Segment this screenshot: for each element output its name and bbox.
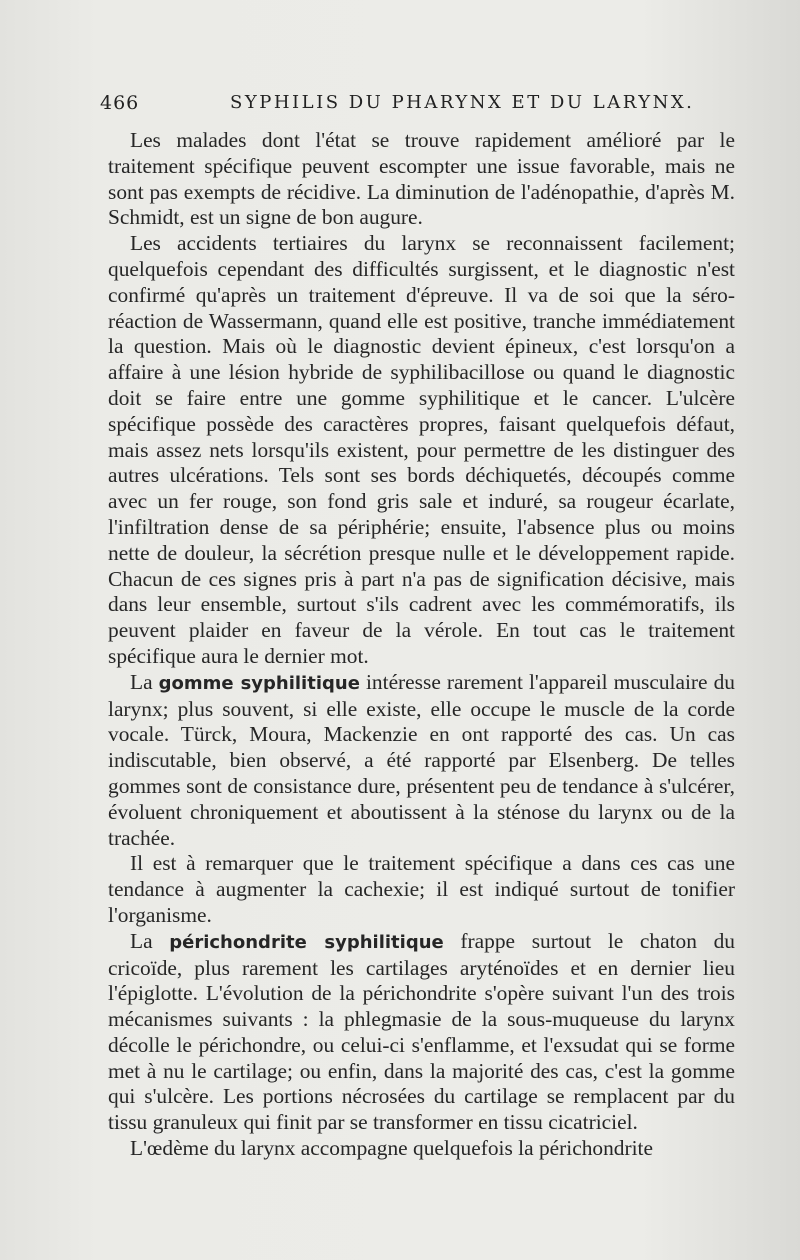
bold-term: périchondrite syphilitique	[169, 931, 444, 953]
paragraph: Les accidents tertiaires du larynx se reconnaissent facilement; quelquefois cependant des difficultés surgissent, et le diagnostic n'est confirmé qu'après un traitement d'épreuve. Il va de soi que la séro-réaction de Wassermann, quand elle est positive, tranche immédiatement la question. Mais où le diagnostic devient épineux, c'est lorsqu'on a affaire à une lésion hybride de syphilibacillose ou quand le diagnostic doit se faire entre une gomme syphilitique et le cancer. L'ulcère spécifique possède des caractères propres, faisant quelquefois défaut, mais assez nets lorsqu'ils existent, pour permettre de les distinguer des autres ulcérations. Tels sont ses bords déchiquetés, découpés comme avec un fer rouge, son fond gris sale et induré, sa rougeur écarlate, l'infiltration dense de sa périphérie; ensuite, l'absence plus ou moins nette de douleur, la sécrétion presque nulle et le développement rapide. Chacun de ces signes pris à part n'a pas de signification décisive, mais dans leur ensemble, surtout s'ils cadrent avec les commémoratifs, ils peuvent plaider en faveur de la vérole. En tout cas le traitement spécifique aura le dernier mot.	[108, 231, 735, 668]
page-body	[108, 128, 735, 1162]
paragraph: La périchondrite syphilitique frappe surtout le chaton du cricoïde, plus rarement les cartilages aryténoïdes et en dernier lieu l'épiglotte. L'évolution de la périchondrite s'opère suivant l'un des trois mécanismes suivants : la phlegmasie de la sous-muqueuse du larynx décolle le périchondre, ou celui-ci s'enflamme, et l'exsudat qui se forme met à nu le cartilage; ou enfin, dans la majorité des cas, c'est la gomme qui s'ulcère. Les portions nécrosées du cartilage se remplacent par du tissu granuleux qui finit par se transformer en tissu cicatriciel.	[108, 928, 736, 1135]
page-number: 466	[100, 92, 140, 114]
paragraph: La gomme syphilitique intéresse rarement l'appareil musculaire du larynx; plus souvent, si elle existe, elle occupe le muscle de la corde vocale. Türck, Moura, Mackenzie en ont rapporté des cas. Un cas indiscutable, bien observé, a été rapporté par Elsenberg. De telles gommes sont de consistance dure, présentent peu de tendance à s'ulcérer, évoluent chroniquement et aboutissent à la sténose du larynx ou de la trachée.	[108, 669, 735, 850]
paragraph: Il est à remarquer que le traitement spécifique a dans ces cas une tendance à augmenter la cachexie; il est indiqué surtout de tonifier l'organisme.	[108, 851, 735, 927]
paragraph: Les malades dont l'état se trouve rapidement amélioré par le traitement spécifique peuvent escompter une issue favorable, mais ne sont pas exempts de récidive. La diminution de l'adénopathie, d'après M. Schmidt, est un signe de bon augure.	[108, 128, 735, 230]
paragraph: L'œdème du larynx accompagne quelquefois la périchondrite	[130, 1136, 653, 1161]
running-title: SYPHILIS DU PHARYNX ET DU LARYNX.	[230, 92, 695, 113]
bold-term: gomme syphilitique	[158, 672, 360, 694]
